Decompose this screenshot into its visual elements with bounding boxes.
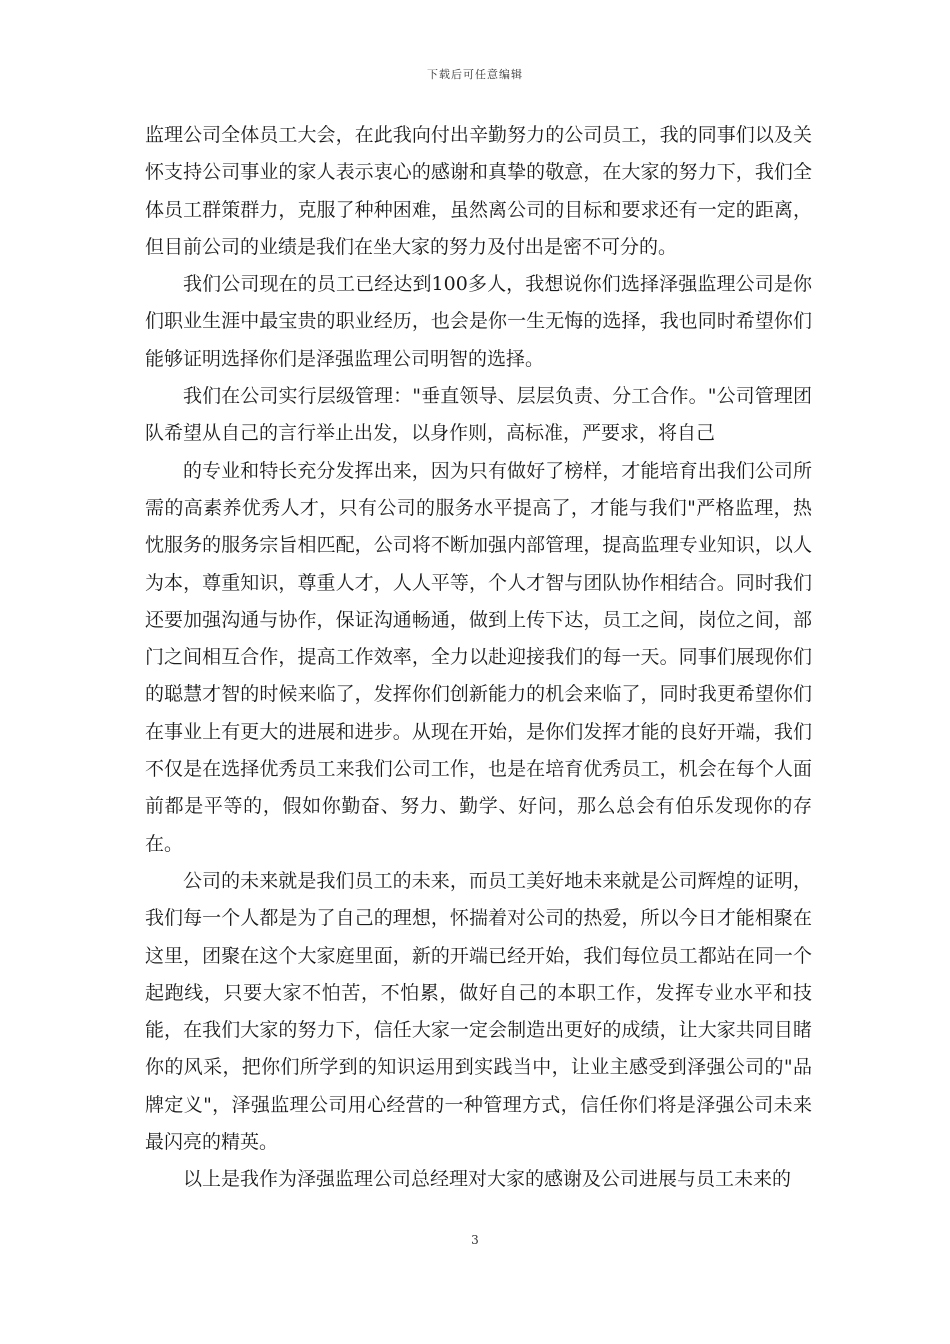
paragraph-5: 公司的未来就是我们员工的未来，而员工美好地未来就是公司辉煌的证明，我们每一个人都是为了自己的理想，怀揣着对公司的热爱，所以今日才能相聚在这里，团聚在这个大家庭里面，新的开端已经开始，我们每位员工都站在同一个起跑线，只要大家不怕苦，不怕累，做好自己的本职工作，发挥专业水平和技能，在我们大家的努力下，信任大家一定会制造出更好的成绩，让大家共同目睹你的风采，把你们所学到的知识运用到实践当中，让业主感受到泽强公司的"品牌定义"，泽强监理公司用心经营的一种管理方式，信任你们将是泽强公司未来最闪亮的精英。	[145, 869, 812, 1154]
document-body	[145, 117, 812, 1199]
paragraph-4: 的专业和特长充分发挥出来，因为只有做好了榜样，才能培育出我们公司所需的高素养优秀人才，只有公司的服务水平提高了，才能与我们"严格监理，热忱服务的服务宗旨相匹配，公司将不断加强内部管理，提高监理专业知识，以人为本，尊重知识，尊重人才，人人平等，个人才智与团队协作相结合。同时我们还要加强沟通与协作，保证沟通畅通，做到上传下达，员工之间，岗位之间，部门之间相互合作，提高工作效率，全力以赴迎接我们的每一天。同事们展现你们的聪慧才智的时候来临了，发挥你们创新能力的机会来临了，同时我更希望你们在事业上有更大的进展和进步。从现在开始，是你们发挥才能的良好开端，我们不仅是在选择优秀员工来我们公司工作，也是在培育优秀员工，机会在每个人面前都是平等的，假如你勤奋、努力、勤学、好问，那么总会有伯乐发现你的存在。	[145, 459, 812, 855]
page-number: 3	[471, 1233, 479, 1247]
paragraph-1: 监理公司全体员工大会，在此我向付出辛勤努力的公司员工，我的同事们以及关怀支持公司事业的家人表示衷心的感谢和真挚的敬意，在大家的努力下，我们全体员工群策群力，克服了种种困难，虽然离公司的目标和要求还有一定的距离，但目前公司的业绩是我们在坐大家的努力及付出是密不可分的。	[145, 124, 812, 258]
paragraph-6: 以上是我作为泽强监理公司总经理对大家的感谢及公司进展与员工未来的	[183, 1168, 792, 1191]
paragraph-3: 我们在公司实行层级管理："垂直领导、层层负责、分工合作。"公司管理团队希望从自己的言行举止出发，以身作则，高标准，严要求，将自己	[145, 385, 812, 445]
paragraph-2: 我们公司现在的员工已经达到100多人，我想说你们选择泽强监理公司是你们职业生涯中最宝贵的职业经历，也会是你一生无悔的选择，我也同时希望你们能够证明选择你们是泽强监理公司明智的选择。	[145, 273, 812, 370]
page-header-note: 下载后可任意编辑	[427, 68, 523, 81]
